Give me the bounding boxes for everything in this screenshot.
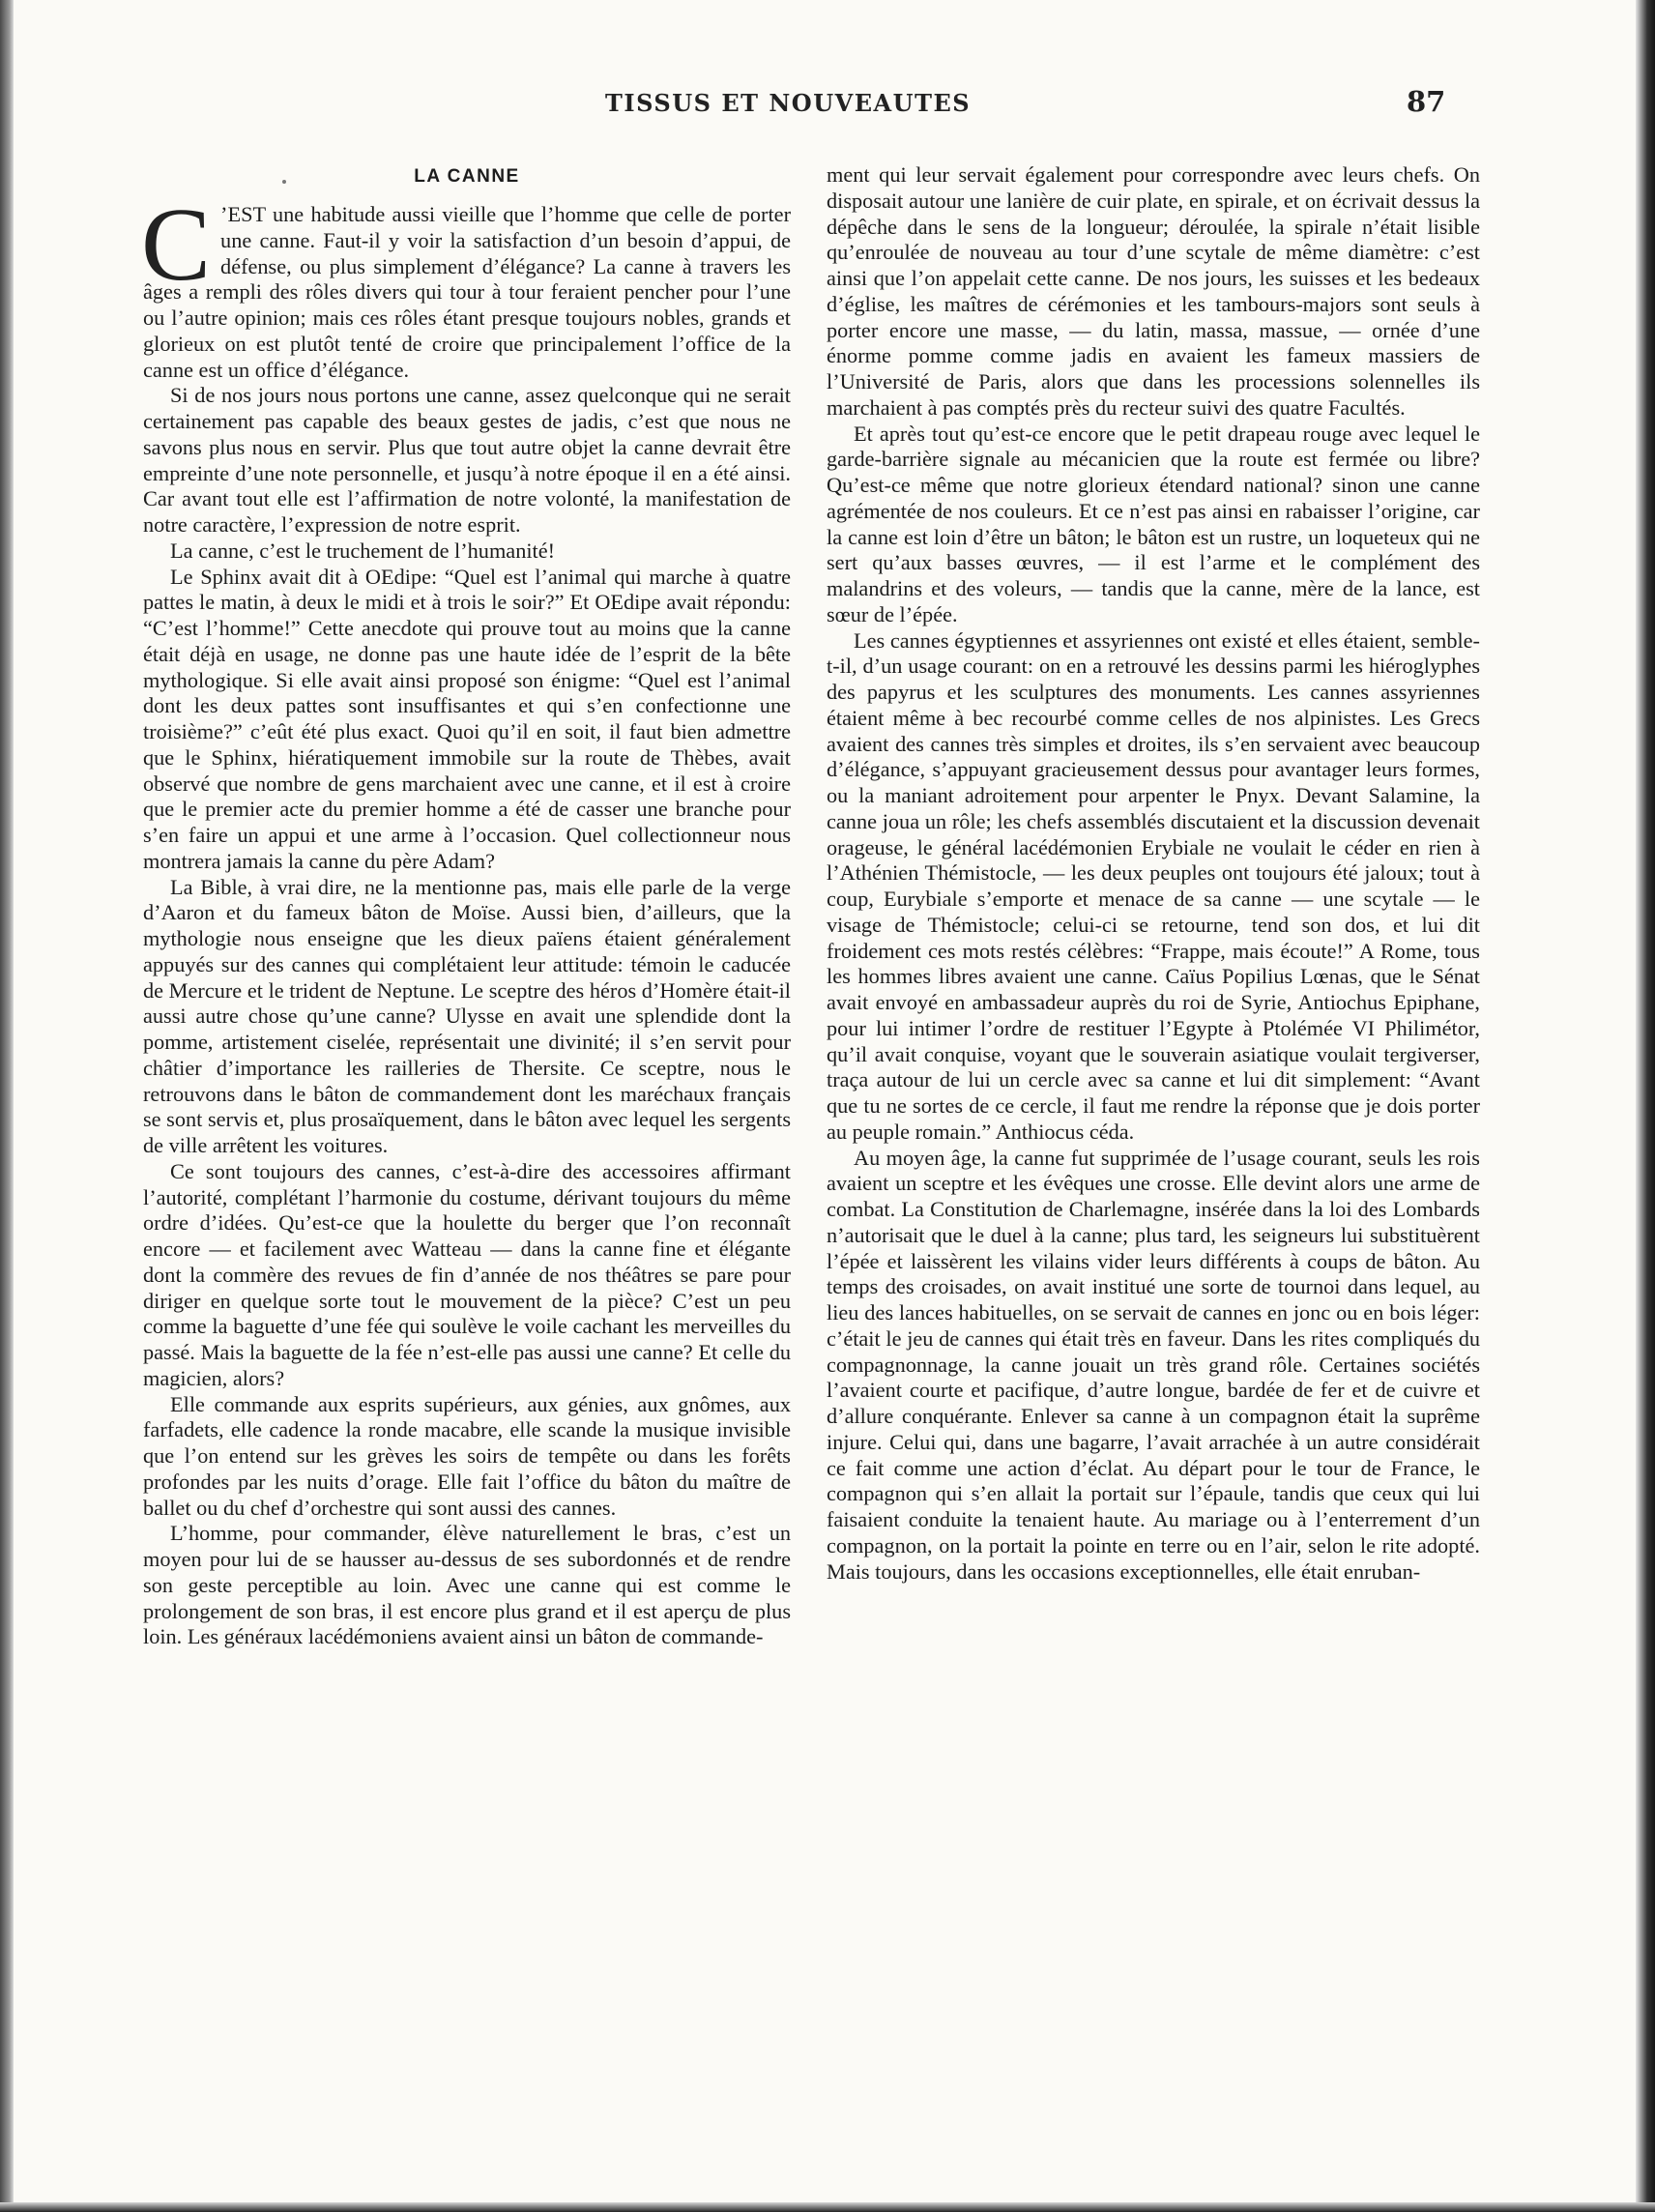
page-binding-shadow xyxy=(0,0,14,2212)
right-column xyxy=(827,162,1480,1585)
paragraph-text: ’EST une habitude aussi vieille que l’homme que celle de porter une canne. Faut-il y voir la satisfaction d’un besoin d’appui, de défense, ou plus simplement d’élégance? La canne à travers les âges a rempli des rôles divers qui tour à tour feraient pencher pour l’une ou l’autre opinion; mais ces rôles étant presque toujours nobles, grands et glorieux on est plutôt tenté de croire que principalement l’office de la canne est un office d’élégance. xyxy=(143,202,791,382)
paragraph: ment qui leur servait également pour correspondre avec leurs chefs. On disposait autour une lanière de cuir plate, en spirale, et on écrivait dessus la dépêche dans le sens de la longueur; déroulée, la spirale n’était lisible qu’enroulée de nouveau au tour d’une scytale de même diamètre: c’est ainsi que l’on appelait cette canne. De nos jours, les suisses et les bedeaux d’église, les maîtres de cérémonies et les tambours-majors sont seuls à porter encore une masse, — du latin, massa, massue, — ornée d’une énorme pomme comme jadis en avaient les fameux massiers de l’Université de Paris, alors que dans les processions solennelles ils marchaient à pas comptés près du recteur suivi des quatre Facultés. xyxy=(827,162,1480,420)
article-title: LA CANNE xyxy=(414,166,520,187)
page-edge-bottom xyxy=(0,2202,1655,2212)
page-edge-right xyxy=(1636,0,1655,2212)
paragraph: Au moyen âge, la canne fut supprimée de l’usage courant, seuls les rois avaient un sceptre et les évêques une crosse. Elle devint alors une arme de combat. La Constitution de Charlemagne, insérée dans la loi des Lombards n’autorisait que le duel à la canne; plus tard, les seigneurs lui substituèrent l’épée et laissèrent les vilains vider leurs différents à coups de bâton. Au temps des croisades, on avait institué une sorte de tournoi dans lequel, au lieu des lances habituelles, on se servait de cannes en jonc ou en bois léger: c’était le jeu de cannes qui était très en faveur. Dans les rites compliqués du compagnonnage, la canne jouait un très grand rôle. Certaines sociétés l’avaient courte et pacifique, d’autre longue, bardée de fer et de cuivre et d’allure conquérante. Enlever sa canne à un compagnon était la suprême injure. Celui qui, dans une bagarre, l’avait arrachée à un autre considérait ce fait comme une action d’éclat. Au départ pour le tour de France, le compagnon qui s’en allait la portait sur l’épaule, tandis que ceux qui lui faisaient conduite la tenaient haute. Au mariage ou à l’enterrement d’un compagnon, on la portait la pointe en terre ou en l’air, selon le rite adopté. Mais toujours, dans les occasions exceptionnelles, elle était enruban- xyxy=(827,1145,1480,1584)
paragraph: La canne, c’est le truchement de l’humanité! xyxy=(170,538,556,563)
page-number: 87 xyxy=(1407,85,1446,118)
paragraph: Le Sphinx avait dit à OEdipe: “Quel est l’animal qui marche à quatre pattes le matin, à deux le midi et à trois le soir?” Et OEdipe avait répondu: “C’est l’homme!” Cette anecdote qui prouve tout au moins que la canne était déjà en usage, ne donne pas une haute idée de l’esprit de la bête mythologique. Si elle avait ainsi proposé son énigme: “Quel est l’animal dont les deux pattes sont insuffisantes et qui s’en confectionne une troisième?” c’eût été plus exact. Quoi qu’il en soit, il faut bien admettre que le Sphinx, hiératiquement immobile sur la route de Thèbes, avait observé que nombre de gens marchaient avec une canne, et il est à croire que le premier acte du premier homme a été de casser une branche pour s’en faire un appui et une arme à l’occasion. Quel collectionneur nous montrera jamais la canne du père Adam? xyxy=(143,564,791,873)
paragraph: La Bible, à vrai dire, ne la mentionne pas, mais elle parle de la verge d’Aaron et du fameux bâton de Moïse. Aussi bien, d’ailleurs, que la mythologie nous enseigne que les dieux païens étaient généralement appuyés sur des cannes qui complétaient leur attitude: témoin le caducée de Mercure et le trident de Neptune. Le sceptre des héros d’Homère était-il aussi autre chose qu’une canne? Ulysse en avait une splendide dont la pomme, artistement ciselée, représentait une divinité; il s’en servit pour châtier d’importance les railleries de Thersite. Ce sceptre, nous le retrouvons dans le bâton de commandement dont les maréchaux français se sont servis et, plus prosaïquement, dans le bâton avec lequel les sergents de ville arrêtent les voitures. xyxy=(143,874,791,1157)
paragraph: Ce sont toujours des cannes, c’est-à-dire des accessoires affirmant l’autorité, complétant l’harmonie du costume, dérivant toujours du même ordre d’idées. Qu’est-ce que la houlette du berger que l’on reconnaît encore — et facilement avec Watteau — dans la canne fine et élégante dont la commère des revues de fin d’année de nos théâtres se pare pour diriger en quelque sorte tout le mouvement de la pièce? C’est un peu comme la baguette d’une fée qui soulève le voile cachant les merveilles du passé. Mais la baguette de la fée n’est-elle pas aussi une canne? Et celle du magicien, alors? xyxy=(143,1158,791,1390)
running-title: TISSUS ET NOUVEAUTES xyxy=(605,89,972,117)
paragraph: Elle commande aux esprits supérieurs, aux génies, aux gnômes, aux farfadets, elle cadence la ronde macabre, elle scande la musique invisible que l’on entend sur les grèves les soirs de tempête ou dans les forêts profondes par les nuits d’orage. Elle fait l’office du bâton du maître de ballet ou du chef d’orchestre qui sont aussi des cannes. xyxy=(143,1391,791,1520)
paragraph: L’homme, pour commander, élève naturellement le bras, c’est un moyen pour lui de se hausser au-dessus de ses subordonnés et de rendre son geste perceptible au loin. Avec une canne qui est comme le prolongement de son bras, il est encore plus grand et il est aperçu de plus loin. Les généraux lacédémoniens avaient ainsi un bâton de commande- xyxy=(143,1521,791,1649)
paragraph xyxy=(141,188,791,383)
paragraph: Et après tout qu’est-ce encore que le petit drapeau rouge avec lequel le garde-barrière signale au mécanicien que la route est fermée ou libre? Qu’est-ce même que notre glorieux étendard national? sinon une canne agrémentée de nos couleurs. Et ce n’est pas ainsi en rabaisser l’origine, car la canne est loin d’être un bâton; le bâton est un rustre, un loqueteux qui ne sert qu’aux basses œuvres, — il est l’arme et le complément des malandrins et des voleurs, — tandis que la canne, mère de la lance, est sœur de l’épée. xyxy=(827,421,1480,626)
drop-cap: C xyxy=(141,188,212,303)
paragraph: Les cannes égyptiennes et assyriennes ont existé et elles étaient, semble-t-il, d’un usage courant: on en a retrouvé les dessins parmi les hiéroglyphes des papyrus et les sculptures des monuments. Les cannes assyriennes étaient même à bec recourbé comme celles de nos alpinistes. Les Grecs avaient des cannes très simples et droites, ils s’en servaient avec beaucoup d’élégance, s’appuyant gracieusement dessus pour avantager leurs formes, ou la maniant adroitement pour arpenter le Pnyx. Devant Salamine, la canne joua un rôle; les chefs assemblés discutaient et la discussion devenait orageuse, le général lacédémonien Erybiale ne voulait le céder en rien à l’Athénien Thémistocle, — les deux peuples ont toujours été jaloux; tout à coup, Eurybiale s’emporte et menace de sa canne — une scytale — le visage de Thémistocle; celui-ci se retourne, tend son dos, et lui dit froidement ces mots restés célèbres: “Frappe, mais écoute!” A Rome, tous les hommes libres avaient une canne. Caïus Popilius Lœnas, que le Sénat avait envoyé en ambassadeur auprès du roi de Syrie, Antiochus Epiphane, pour lui intimer l’ordre de restituer l’Egypte à Ptolémée VI Philimétor, qu’il avait conquise, voyant que le souverain asiatique voulait tergiverser, traça autour de lui un cercle avec sa canne et lui dit simplement: “Avant que tu ne sortes de ce cercle, il faut me rendre la réponse que je dois porter au peuple romain.” Anthiocus céda. xyxy=(827,627,1480,1144)
left-column xyxy=(143,164,791,1650)
paragraph: Si de nos jours nous portons une canne, assez quelconque qui ne serait certainement pas capable des beaux gestes de jadis, c’est que nous ne savons plus nous en servir. Plus que tout autre objet la canne devrait être empreinte d’une note personnelle, et jusqu’à notre époque il en a été ainsi. Car avant tout elle est l’affirmation de notre volonté, la manifestation de notre caractère, l’expression de notre esprit. xyxy=(143,383,791,537)
